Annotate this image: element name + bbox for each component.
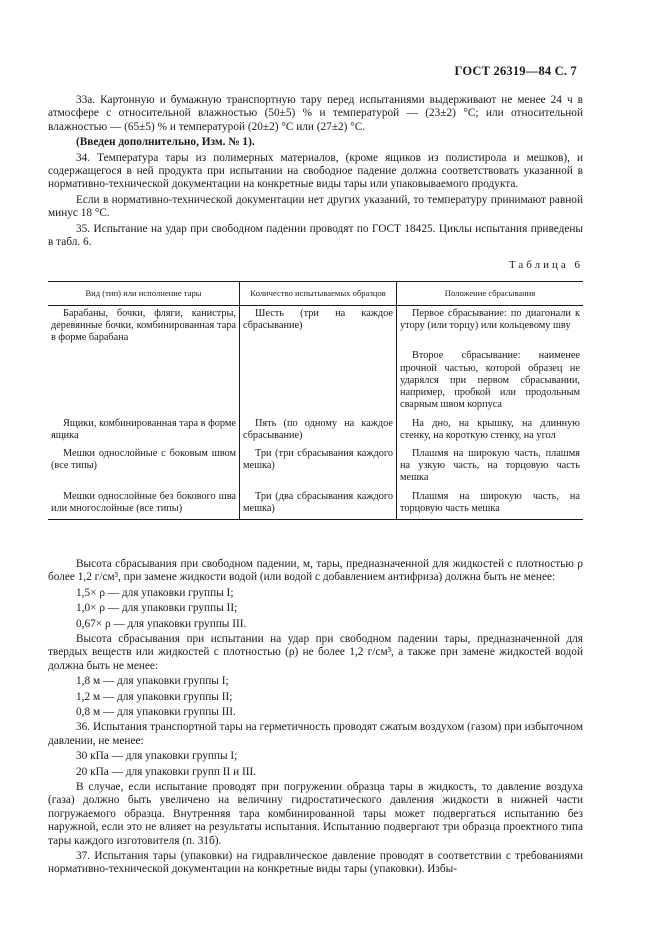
list-item: 1,8 м — для упаковки группы I; — [76, 675, 229, 688]
list-item: 30 кПа — для упаковки группы I; — [76, 750, 238, 763]
list-item: 0,8 м — для упаковки группы III. — [76, 705, 236, 718]
paragraph-37: 37. Испытания тары (упаковки) на гидравлическое давление проводят в соответствии с требованиями нормативно-технической документации на конкретные виды тары (упаковки). Избы- — [48, 850, 583, 876]
table-cell — [48, 348, 240, 415]
table-cell: Второе сбрасывание: наименее прочной частью, которой образец не ударялся при первом сбрасывании, например, пробкой или продольным сварным швом корпуса — [397, 348, 584, 415]
table-cell: Плашмя на широкую часть, на торцовую часть мешка — [397, 489, 584, 520]
list-item: 1,5× ρ — для упаковки группы I; — [76, 586, 234, 599]
table-cell: Мешки однослойные с боковым швом (все типы) — [51, 447, 236, 472]
table-header: Количество испытываемых образцов — [240, 281, 397, 305]
list-item: 1,2 м — для упаковки группы II; — [76, 690, 233, 703]
amendment-note: (Введен дополнительно, Изм. № 1). — [76, 136, 255, 149]
list-item: 0,67× ρ — для упаковки группы III. — [76, 617, 247, 630]
table-header: Вид (тип) или исполнение тары — [48, 281, 240, 305]
list-item: 20 кПа — для упаковки групп II и III. — [76, 765, 257, 778]
table-header-row — [48, 281, 583, 305]
table-row — [48, 489, 583, 520]
table-cell: Плашмя на широкую часть, плашмя на узкую часть, на торцовую часть мешка — [397, 446, 584, 489]
table-row — [48, 348, 583, 415]
drop-test-table — [48, 281, 583, 520]
table-cell: Мешки однослойные без бокового шва или многослойные (все типы) — [48, 489, 240, 520]
table-cell: Пять (по одному на каждое сбрасывание) — [240, 416, 397, 446]
table-cell — [240, 348, 397, 415]
table-caption: Таблица 6 — [508, 259, 583, 272]
paragraph-34-note: Если в нормативно-технической документации нет других указаний, то температуру принимают равной минус 18 °С. — [48, 193, 583, 220]
table-cell: Три (три сбрасывания каждого мешка) — [240, 446, 397, 489]
paragraph-35: 35. Испытание на удар при свободном падении проводят по ГОСТ 18425. Циклы испытания приведены в табл. 6. — [48, 222, 583, 249]
solids-intro: Высота сбрасывания при испытании на удар при свободном падении тары, предназначенной для твердых веществ или жидкостей с плотностью (ρ) не более 1,2 г/см³, а также при замене жидкостей водой должна быть не менее: — [48, 632, 583, 672]
document-body — [48, 94, 583, 879]
table-cell: Барабаны, бочки, фляги, канистры, деревянные бочки, комбинированная тара в форме барабана — [51, 307, 236, 344]
table-row — [48, 446, 583, 489]
page-header: ГОСТ 26319—84 С. 7 — [454, 64, 577, 78]
table-cell: Первое сбрасывание: по диагонали к утору (или торцу) или кольцевому шву — [397, 305, 584, 348]
table-cell: Три (два сбрасывания каждого мешка) — [240, 489, 397, 520]
liquids-intro: Высота сбрасывания при свободном падении, м, тары, предназначенной для жидкостей с плотностью ρ более 1,2 г/см³, при замене жидкости водой (или водой с добавлением антифриза) должна быть не менее: — [48, 557, 583, 584]
paragraph-36: 36. Испытания транспортной тары на герметичность проводят сжатым воздухом (газом) при избыточном давлении, не менее: — [48, 721, 583, 747]
table-header: Положение сбрасывания — [397, 281, 584, 305]
table-cell: На дно, на крышку, на длинную стенку, на короткую стенку, на угол — [397, 416, 584, 446]
table-cell: Ящики, комбинированная тара в форме ящика — [51, 417, 237, 441]
paragraph-33a: 33а. Картонную и бумажную транспортную тару перед испытаниями выдерживают не менее 24 ч в атмосфере с относительной влажностью (50±5) % и температурой — (23±2) °С; или относительной влажностью — (65±5) % и температурой (20±2) °С или (27±2) °С. — [48, 94, 583, 133]
paragraph-34: 34. Температура тары из полимерных материалов, (кроме ящиков из полистирола и мешков), и содержащегося в ней продукта при испытании на свободное падение должна соответствовать указанной в нормативно-технической документации на конкретные виды тары или упаковываемого продукта. — [48, 151, 583, 191]
list-item: 1,0× ρ — для упаковки группы II; — [76, 602, 238, 615]
table-row — [48, 416, 583, 446]
table-row — [48, 305, 583, 348]
paragraph-36-tail: В случае, если испытание проводят при погружении образца тары в жидкость, то давление воздуха (газа) должно быть увеличено на величину гидростатического давления жидкости в нижней части погружаемого образца. Внутренняя тара комбинированной тары может подвергаться испытанию без наружной, если это не влияет на результаты испытания. Испытанию подвергают три образца проектного типа тары каждого изготовителя (п. 31б). — [48, 781, 583, 847]
table-cell: Шесть (три на каждое сбрасывание) — [240, 305, 397, 348]
